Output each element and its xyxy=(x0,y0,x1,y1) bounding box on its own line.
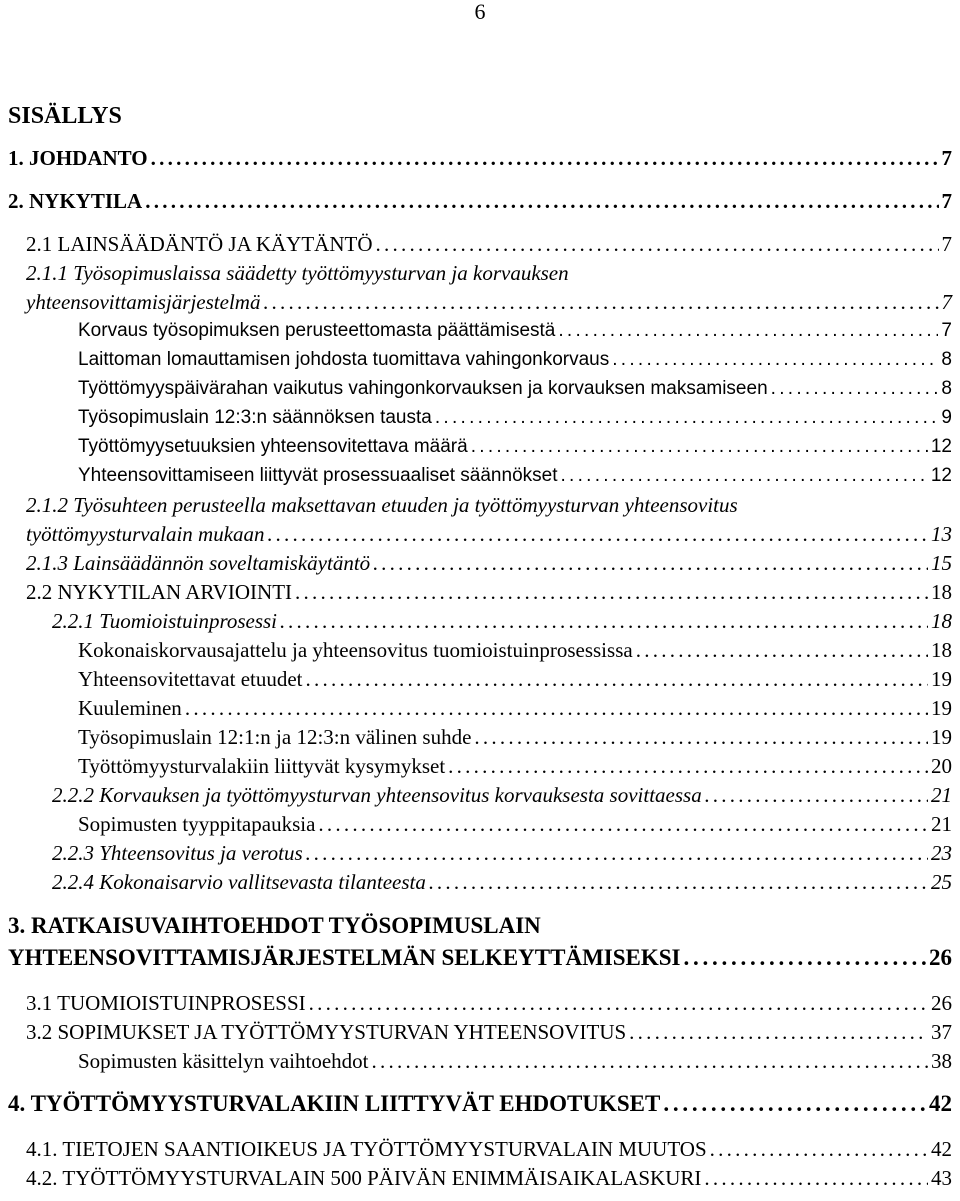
toc-entry-3-line1: 3. RATKAISUVAIHTOEHDOT TYÖSOPIMUSLAIN xyxy=(8,913,541,938)
toc-entry-page: 12 xyxy=(930,465,952,486)
toc-entry-title: 2.2.4 Kokonaisarvio vallitsevasta tilanteesta xyxy=(52,870,426,894)
toc-entry-title: työttömyysturvalain mukaan xyxy=(26,522,265,546)
toc-entry-page: 26 xyxy=(931,991,952,1015)
toc-entry-page: 8 xyxy=(941,349,952,370)
toc-entry-title: 4.1. TIETOJEN SAANTIOIKEUS JA TYÖTTÖMYYSTURVALAIN MUUTOS xyxy=(26,1137,707,1161)
toc-leader xyxy=(448,753,928,779)
toc-entry-title: Sopimusten käsittelyn vaihtoehdot xyxy=(78,1049,369,1073)
toc-entry-2-1-1-line1: 2.1.1 Työsopimuslaissa säädetty työttömyysturvan ja korvauksen xyxy=(26,261,569,285)
toc-entry-title: 2.1 LAINSÄÄDÄNTÖ JA KÄYTÄNTÖ xyxy=(26,232,373,256)
toc-entry-page: 38 xyxy=(931,1049,952,1073)
toc-entry-2-1-1[interactable] xyxy=(26,289,952,315)
toc-entry-title: Sopimusten tyyppitapauksia xyxy=(78,812,316,836)
toc-entry-korvaus[interactable] xyxy=(78,318,952,344)
toc-entry-page: 7 xyxy=(941,146,952,170)
toc-leader xyxy=(429,869,928,895)
toc-leader xyxy=(471,434,928,460)
toc-entry-page: 21 xyxy=(931,783,952,807)
toc-leader xyxy=(280,608,928,634)
toc-entry-page: 25 xyxy=(931,870,952,894)
toc-leader xyxy=(558,318,938,344)
toc-entry-2-2-2[interactable] xyxy=(52,782,952,808)
toc-entry-2-2-1[interactable] xyxy=(52,608,952,634)
toc-leader xyxy=(185,695,928,721)
toc-entry-title: Yhteensovittamiseen liittyvät prosessuaaliset säännökset xyxy=(78,465,558,486)
toc-entry-2-2-3[interactable] xyxy=(52,840,952,866)
toc-entry-page: 26 xyxy=(929,945,952,970)
toc-entry-title: 4. TYÖTTÖMYYSTURVALAKIIN LIITTYVÄT EHDOTUKSET xyxy=(8,1091,661,1116)
toc-entry-title: 1. JOHDANTO xyxy=(8,146,148,170)
toc-leader xyxy=(710,1136,928,1162)
toc-entry-page: 20 xyxy=(931,754,952,778)
toc-entry-title: Työsopimuslain 12:3:n säännöksen tausta xyxy=(78,407,432,428)
toc-leader xyxy=(295,579,928,605)
toc-entry-2-1-3[interactable] xyxy=(26,550,952,576)
toc-leader xyxy=(306,666,928,692)
toc-entry-title: 2.2.1 Tuomioistuinprosessi xyxy=(52,609,278,633)
toc-entry-page: 15 xyxy=(931,551,952,575)
toc-entry-3-1[interactable] xyxy=(26,990,952,1016)
toc-entry-title: Yhteensovitettavat etuudet xyxy=(78,667,303,691)
toc-leader xyxy=(263,289,938,315)
toc-entry-3-2[interactable] xyxy=(26,1019,952,1045)
toc-entry-2-1-2-line1: 2.1.2 Työsuhteen perusteella maksettavan etuuden ja työttömyysturvan yhteensovitus xyxy=(26,493,738,517)
toc-entry-title: Laittoman lomauttamisen johdosta tuomittava vahingonkorvaus xyxy=(78,349,610,370)
toc-entry-title: Kuuleminen xyxy=(78,696,182,720)
toc-leader xyxy=(375,231,938,257)
toc-leader xyxy=(306,840,928,866)
toc-leader xyxy=(151,145,939,171)
toc-leader xyxy=(636,637,928,663)
toc-leader xyxy=(663,1091,926,1117)
toc-entry-2-2[interactable] xyxy=(26,579,952,605)
toc-entry-page: 19 xyxy=(931,696,952,720)
toc-leader xyxy=(309,990,928,1016)
toc-entry-page: 43 xyxy=(931,1166,952,1190)
toc-leader xyxy=(612,347,938,373)
toc-entry-page: 9 xyxy=(941,407,952,428)
toc-entry-title: Työsopimuslain 12:1:n ja 12:3:n välinen suhde xyxy=(78,725,472,749)
toc-entry-title: 3.1 TUOMIOISTUINPROSESSI xyxy=(26,991,306,1015)
toc-leader xyxy=(318,811,928,837)
toc-leader xyxy=(684,945,927,971)
toc-entry-4-2[interactable] xyxy=(26,1165,952,1191)
toc-entry-tyottomyyspaivaraha[interactable] xyxy=(78,376,952,402)
toc-entry-page: 8 xyxy=(941,378,952,399)
toc-leader xyxy=(704,1165,928,1191)
toc-entry-page: 23 xyxy=(931,841,952,865)
toc-leader xyxy=(474,724,928,750)
toc-entry-title: yhteensovittamisjärjestelmä xyxy=(26,290,261,314)
page-number: 6 xyxy=(474,0,486,24)
toc-entry-page: 12 xyxy=(930,436,952,457)
toc-entry-kuuleminen[interactable] xyxy=(78,695,952,721)
toc-entry-page: 21 xyxy=(931,812,952,836)
toc-entry-laittoman[interactable] xyxy=(78,347,952,373)
toc-entry-title: 2.1.3 Lainsäädännön soveltamiskäytäntö xyxy=(26,551,371,575)
toc-entry-1[interactable] xyxy=(8,145,952,171)
toc-entry-title: Kokonaiskorvausajattelu ja yhteensovitus tuomioistuinprosessissa xyxy=(78,638,633,662)
toc-entry-2-2-4[interactable] xyxy=(52,869,952,895)
toc-entry-page: 18 xyxy=(931,638,952,662)
toc-entry-page: 13 xyxy=(931,522,952,546)
toc-entry-3[interactable] xyxy=(8,945,952,971)
page-title: SISÄLLYS xyxy=(8,103,122,129)
toc-leader xyxy=(705,782,928,808)
toc-leader xyxy=(371,1048,928,1074)
toc-entry-title: 3.2 SOPIMUKSET JA TYÖTTÖMYYSTURVAN YHTEENSOVITUS xyxy=(26,1020,627,1044)
toc-entry-page: 37 xyxy=(931,1020,952,1044)
toc-entry-title: Korvaus työsopimuksen perusteettomasta päättämisestä xyxy=(78,320,556,341)
toc-entry-page: 18 xyxy=(931,609,952,633)
toc-entry-kokonaiskorvaus[interactable] xyxy=(78,637,952,663)
toc-entry-title: 4.2. TYÖTTÖMYYSTURVALAIN 500 PÄIVÄN ENIMMÄISAIKALASKURI xyxy=(26,1166,702,1190)
toc-entry-page: 19 xyxy=(931,725,952,749)
toc-entry-2[interactable] xyxy=(8,188,952,214)
toc-entry-title: Työttömyyspäivärahan vaikutus vahingonkorvauksen ja korvauksen maksamiseen xyxy=(78,378,768,399)
toc-entry-prosessuaaliset[interactable] xyxy=(78,463,952,489)
toc-entry-tyyppitapauksia[interactable] xyxy=(78,811,952,837)
toc-entry-2-1-2[interactable] xyxy=(26,521,952,547)
toc-entry-page: 19 xyxy=(931,667,952,691)
toc-entry-title: Työttömyysturvalakiin liittyvät kysymykset xyxy=(78,754,446,778)
toc-entry-page: 7 xyxy=(941,290,952,314)
toc-entry-page: 7 xyxy=(941,320,952,341)
toc-entry-page: 42 xyxy=(931,1137,952,1161)
toc-entry-page: 42 xyxy=(929,1091,952,1116)
toc-entry-4[interactable] xyxy=(8,1091,952,1117)
toc-entry-tausta[interactable] xyxy=(78,405,952,431)
toc-entry-page: 7 xyxy=(941,232,952,256)
toc-entry-page: 18 xyxy=(931,580,952,604)
toc-leader xyxy=(771,376,939,402)
toc-entry-kysymykset[interactable] xyxy=(78,753,952,779)
toc-entry-maara[interactable] xyxy=(78,434,952,460)
toc-entry-title: 2.2.3 Yhteensovitus ja verotus xyxy=(52,841,303,865)
toc-leader xyxy=(560,463,927,489)
toc-leader xyxy=(435,405,939,431)
toc-entry-title: 2. NYKYTILA xyxy=(8,189,143,213)
toc-entry-title: 2.2 NYKYTILAN ARVIOINTI xyxy=(26,580,293,604)
toc-entry-yhteensovitettavat[interactable] xyxy=(78,666,952,692)
toc-leader xyxy=(268,521,928,547)
toc-entry-4-1[interactable] xyxy=(26,1136,952,1162)
toc-entry-suhde[interactable] xyxy=(78,724,952,750)
toc-entry-page: 7 xyxy=(941,189,952,213)
toc-leader xyxy=(373,550,928,576)
toc-entry-2-1[interactable] xyxy=(26,231,952,257)
toc-entry-title: Työttömyysetuuksien yhteensovitettava määrä xyxy=(78,436,468,457)
toc-leader xyxy=(629,1019,928,1045)
toc-entry-vaihtoehdot[interactable] xyxy=(78,1048,952,1074)
toc-leader xyxy=(145,188,938,214)
toc-entry-title: 2.2.2 Korvauksen ja työttömyysturvan yhteensovitus korvauksesta sovittaessa xyxy=(52,783,702,807)
toc-entry-title: YHTEENSOVITTAMISJÄRJESTELMÄN SELKEYTTÄMISEKSI xyxy=(8,945,681,970)
